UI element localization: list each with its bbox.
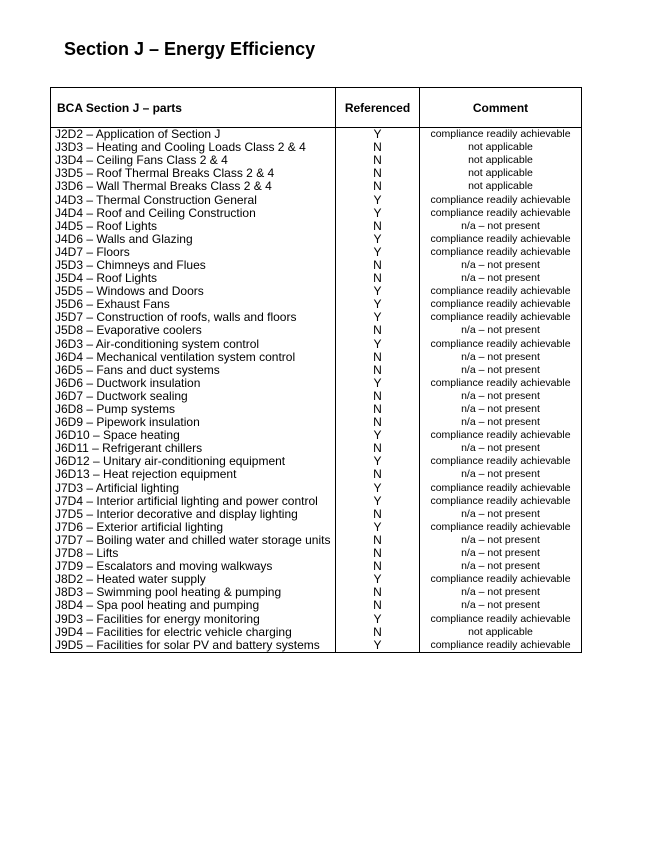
table-row [51, 442, 582, 455]
table-header [51, 88, 582, 128]
part-cell: J6D9 – Pipework insulation [51, 416, 336, 429]
table-row [51, 429, 582, 442]
part-cell: J7D9 – Escalators and moving walkways [51, 560, 336, 573]
table-row [51, 626, 582, 639]
referenced-cell: Y [336, 298, 420, 311]
comment-cell: compliance readily achievable [420, 285, 582, 298]
table-row [51, 495, 582, 508]
referenced-cell: Y [336, 338, 420, 351]
part-cell: J6D3 – Air-conditioning system control [51, 338, 336, 351]
part-cell: J6D7 – Ductwork sealing [51, 390, 336, 403]
part-cell: J7D5 – Interior decorative and display lighting [51, 508, 336, 521]
part-cell: J3D6 – Wall Thermal Breaks Class 2 & 4 [51, 180, 336, 193]
comment-cell: compliance readily achievable [420, 521, 582, 534]
referenced-cell: Y [336, 482, 420, 495]
comment-cell: n/a – not present [420, 324, 582, 337]
table-row [51, 508, 582, 521]
part-cell: J9D5 – Facilities for solar PV and battery systems [51, 639, 336, 653]
table-row [51, 403, 582, 416]
part-cell: J7D6 – Exterior artificial lighting [51, 521, 336, 534]
comment-cell: not applicable [420, 167, 582, 180]
comment-cell: n/a – not present [420, 508, 582, 521]
table-row [51, 128, 582, 142]
table-row [51, 207, 582, 220]
part-cell: J5D7 – Construction of roofs, walls and floors [51, 311, 336, 324]
comment-cell: n/a – not present [420, 272, 582, 285]
comment-cell: not applicable [420, 154, 582, 167]
comment-cell: n/a – not present [420, 586, 582, 599]
part-cell: J5D8 – Evaporative coolers [51, 324, 336, 337]
referenced-cell: N [336, 403, 420, 416]
referenced-cell: Y [336, 612, 420, 625]
table-row [51, 534, 582, 547]
referenced-cell: Y [336, 639, 420, 653]
comment-cell: compliance readily achievable [420, 338, 582, 351]
comment-cell: n/a – not present [420, 534, 582, 547]
comment-cell: n/a – not present [420, 442, 582, 455]
referenced-cell: N [336, 167, 420, 180]
comment-cell: n/a – not present [420, 560, 582, 573]
comment-cell: compliance readily achievable [420, 639, 582, 653]
referenced-cell: Y [336, 193, 420, 206]
comment-cell: n/a – not present [420, 547, 582, 560]
table-row [51, 468, 582, 481]
comment-cell: compliance readily achievable [420, 128, 582, 142]
table-row [51, 390, 582, 403]
comment-cell: compliance readily achievable [420, 207, 582, 220]
part-cell: J3D4 – Ceiling Fans Class 2 & 4 [51, 154, 336, 167]
part-cell: J4D6 – Walls and Glazing [51, 233, 336, 246]
table-row [51, 246, 582, 259]
table-row [51, 311, 582, 324]
part-cell: J7D3 – Artificial lighting [51, 482, 336, 495]
table-row [51, 482, 582, 495]
referenced-cell: N [336, 508, 420, 521]
comment-cell: compliance readily achievable [420, 455, 582, 468]
comment-cell: n/a – not present [420, 416, 582, 429]
part-cell: J4D5 – Roof Lights [51, 220, 336, 233]
table-row [51, 455, 582, 468]
part-cell: J9D3 – Facilities for energy monitoring [51, 612, 336, 625]
table-row [51, 521, 582, 534]
referenced-cell: N [336, 180, 420, 193]
referenced-cell: Y [336, 207, 420, 220]
table-row [51, 324, 582, 337]
referenced-cell: Y [336, 128, 420, 142]
comment-cell: compliance readily achievable [420, 246, 582, 259]
part-cell: J7D8 – Lifts [51, 547, 336, 560]
table-row [51, 154, 582, 167]
part-cell: J7D7 – Boiling water and chilled water storage units [51, 534, 336, 547]
comment-cell: n/a – not present [420, 468, 582, 481]
table-row [51, 586, 582, 599]
comment-cell: compliance readily achievable [420, 377, 582, 390]
referenced-cell: N [336, 324, 420, 337]
part-cell: J8D2 – Heated water supply [51, 573, 336, 586]
table-row [51, 259, 582, 272]
referenced-cell: N [336, 416, 420, 429]
table-row [51, 560, 582, 573]
comment-cell: n/a – not present [420, 364, 582, 377]
referenced-cell: N [336, 259, 420, 272]
part-cell: J3D3 – Heating and Cooling Loads Class 2 & 4 [51, 141, 336, 154]
part-cell: J7D4 – Interior artificial lighting and power control [51, 495, 336, 508]
part-cell: J2D2 – Application of Section J [51, 128, 336, 142]
table-row [51, 272, 582, 285]
comment-cell: compliance readily achievable [420, 193, 582, 206]
part-cell: J8D3 – Swimming pool heating & pumping [51, 586, 336, 599]
referenced-cell: N [336, 547, 420, 560]
comment-cell: n/a – not present [420, 220, 582, 233]
table-row [51, 180, 582, 193]
referenced-cell: Y [336, 311, 420, 324]
referenced-cell: N [336, 599, 420, 612]
table-row [51, 351, 582, 364]
referenced-cell: Y [336, 455, 420, 468]
part-cell: J6D6 – Ductwork insulation [51, 377, 336, 390]
referenced-cell: N [336, 272, 420, 285]
header-comment: Comment [420, 88, 582, 128]
referenced-cell: Y [336, 521, 420, 534]
part-cell: J6D5 – Fans and duct systems [51, 364, 336, 377]
table-row [51, 338, 582, 351]
header-row [51, 88, 582, 128]
comment-cell: compliance readily achievable [420, 573, 582, 586]
part-cell: J4D7 – Floors [51, 246, 336, 259]
comment-cell: not applicable [420, 180, 582, 193]
part-cell: J5D4 – Roof Lights [51, 272, 336, 285]
comment-cell: not applicable [420, 626, 582, 639]
referenced-cell: N [336, 442, 420, 455]
part-cell: J6D10 – Space heating [51, 429, 336, 442]
referenced-cell: Y [336, 377, 420, 390]
table-row [51, 141, 582, 154]
part-cell: J4D4 – Roof and Ceiling Construction [51, 207, 336, 220]
part-cell: J3D5 – Roof Thermal Breaks Class 2 & 4 [51, 167, 336, 180]
comment-cell: not applicable [420, 141, 582, 154]
comment-cell: compliance readily achievable [420, 311, 582, 324]
part-cell: J5D5 – Windows and Doors [51, 285, 336, 298]
table-row [51, 298, 582, 311]
part-cell: J6D4 – Mechanical ventilation system control [51, 351, 336, 364]
referenced-cell: Y [336, 285, 420, 298]
comment-cell: n/a – not present [420, 599, 582, 612]
referenced-cell: N [336, 534, 420, 547]
part-cell: J6D12 – Unitary air-conditioning equipment [51, 455, 336, 468]
table-row [51, 285, 582, 298]
part-cell: J8D4 – Spa pool heating and pumping [51, 599, 336, 612]
referenced-cell: N [336, 364, 420, 377]
referenced-cell: Y [336, 429, 420, 442]
referenced-cell: Y [336, 246, 420, 259]
table-row [51, 377, 582, 390]
page-title: Section J – Energy Efficiency [64, 39, 316, 59]
table-row [51, 193, 582, 206]
table-row [51, 220, 582, 233]
referenced-cell: N [336, 468, 420, 481]
referenced-cell: Y [336, 495, 420, 508]
table-row [51, 364, 582, 377]
referenced-cell: N [336, 351, 420, 364]
comment-cell: compliance readily achievable [420, 612, 582, 625]
referenced-cell: N [336, 626, 420, 639]
comment-cell: compliance readily achievable [420, 482, 582, 495]
part-cell: J4D3 – Thermal Construction General [51, 193, 336, 206]
comment-cell: n/a – not present [420, 259, 582, 272]
table-body [51, 128, 582, 653]
table-row [51, 547, 582, 560]
compliance-table [50, 87, 582, 653]
referenced-cell: N [336, 390, 420, 403]
referenced-cell: N [336, 220, 420, 233]
header-part: BCA Section J – parts [51, 88, 336, 128]
table-row [51, 573, 582, 586]
comment-cell: compliance readily achievable [420, 298, 582, 311]
table-row [51, 416, 582, 429]
table-row [51, 639, 582, 653]
part-cell: J6D8 – Pump systems [51, 403, 336, 416]
referenced-cell: Y [336, 233, 420, 246]
table-row [51, 612, 582, 625]
header-referenced: Referenced [336, 88, 420, 128]
referenced-cell: Y [336, 573, 420, 586]
comment-cell: n/a – not present [420, 403, 582, 416]
referenced-cell: N [336, 560, 420, 573]
referenced-cell: N [336, 141, 420, 154]
part-cell: J5D3 – Chimneys and Flues [51, 259, 336, 272]
comment-cell: n/a – not present [420, 390, 582, 403]
table-row [51, 167, 582, 180]
comment-cell: compliance readily achievable [420, 429, 582, 442]
comment-cell: compliance readily achievable [420, 233, 582, 246]
comment-cell: compliance readily achievable [420, 495, 582, 508]
part-cell: J5D6 – Exhaust Fans [51, 298, 336, 311]
part-cell: J6D11 – Refrigerant chillers [51, 442, 336, 455]
part-cell: J9D4 – Facilities for electric vehicle charging [51, 626, 336, 639]
referenced-cell: N [336, 586, 420, 599]
table-row [51, 233, 582, 246]
table-row [51, 599, 582, 612]
part-cell: J6D13 – Heat rejection equipment [51, 468, 336, 481]
comment-cell: n/a – not present [420, 351, 582, 364]
referenced-cell: N [336, 154, 420, 167]
